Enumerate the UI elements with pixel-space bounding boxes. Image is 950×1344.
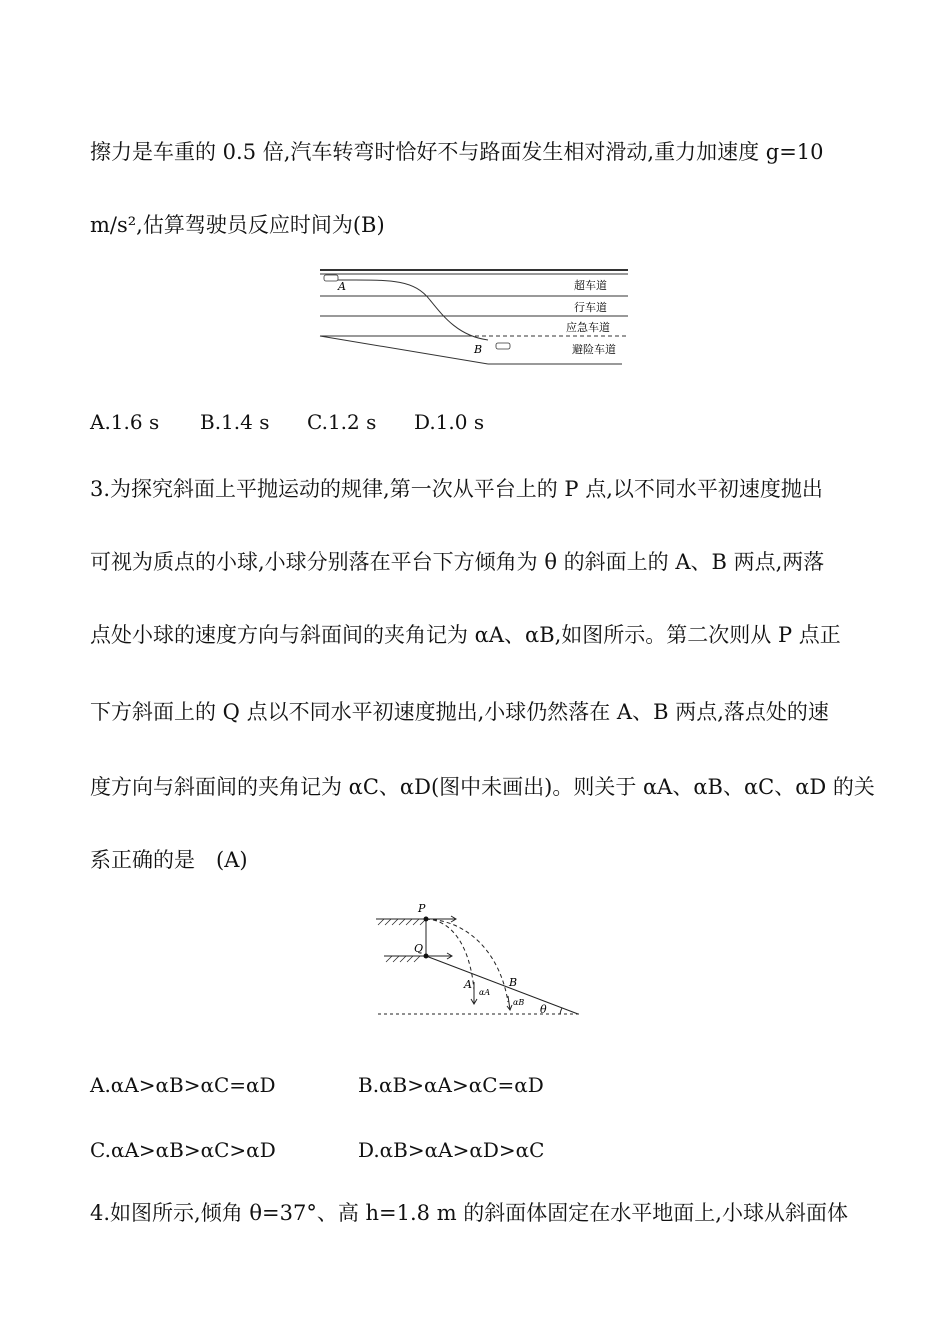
angle-alpha-b-label: αB [513, 998, 525, 1007]
lane-point-b: B [474, 343, 483, 356]
q2-text-line-2: m/s²,估算驾驶员反应时间为(B) [90, 213, 385, 237]
q2-option-b: B.1.4 s [200, 410, 270, 434]
car-b-icon [496, 343, 510, 349]
incline-diagram [372, 898, 584, 1022]
lane-point-a: A [338, 280, 346, 293]
q3-option-d: D.αB>αA>αD>αC [358, 1138, 545, 1162]
q3-option-c: C.αA>αB>αC>αD [90, 1138, 276, 1162]
q3-option-a: A.αA>αB>αC=αD [90, 1073, 276, 1097]
q3-text-line-3: 点处小球的速度方向与斜面间的夹角记为 αA、αB,如图所示。第二次则从 P 点正 [90, 623, 841, 647]
lane-label-escape: 避险车道 [572, 343, 616, 356]
point-p-label: P [418, 902, 426, 915]
q3-text-line-1: 3.为探究斜面上平抛运动的规律,第一次从平台上的 P 点,以不同水平初速度抛出 [90, 477, 823, 501]
q3-text-line-5: 度方向与斜面间的夹角记为 αC、αD(图中未画出)。则关于 αA、αB、αC、αD 的关 [90, 775, 875, 799]
point-b-label: B [509, 976, 518, 989]
q3-text-line-4: 下方斜面上的 Q 点以不同水平初速度抛出,小球仍然落在 A、B 两点,落点处的速 [90, 700, 829, 724]
angle-theta-label: θ [540, 1003, 547, 1016]
q2-option-d: D.1.0 s [414, 410, 485, 434]
q3-option-b: B.αB>αA>αC=αD [358, 1073, 544, 1097]
point-q-label: Q [414, 942, 424, 955]
lane-diagram [318, 266, 630, 368]
lane-label-driving: 行车道 [574, 301, 607, 314]
lane-label-overtaking: 超车道 [574, 279, 607, 292]
q2-option-a: A.1.6 s [90, 410, 160, 434]
q4-text-line-1: 4.如图所示,倾角 θ=37°、高 h=1.8 m 的斜面体固定在水平地面上,小球从斜面体 [90, 1201, 848, 1225]
q2-text-line-1: 擦力是车重的 0.5 倍,汽车转弯时恰好不与路面发生相对滑动,重力加速度 g=10 [90, 140, 824, 164]
point-a-label: A [464, 978, 472, 991]
q2-option-c: C.1.2 s [307, 410, 377, 434]
q3-text-line-2: 可视为质点的小球,小球分别落在平台下方倾角为 θ 的斜面上的 A、B 两点,两落 [90, 550, 825, 574]
angle-alpha-a-label: αA [479, 988, 491, 997]
q3-text-line-6: 系正确的是 (A) [90, 848, 248, 872]
car-a-icon [324, 275, 338, 281]
lane-label-emergency: 应急车道 [566, 321, 610, 334]
